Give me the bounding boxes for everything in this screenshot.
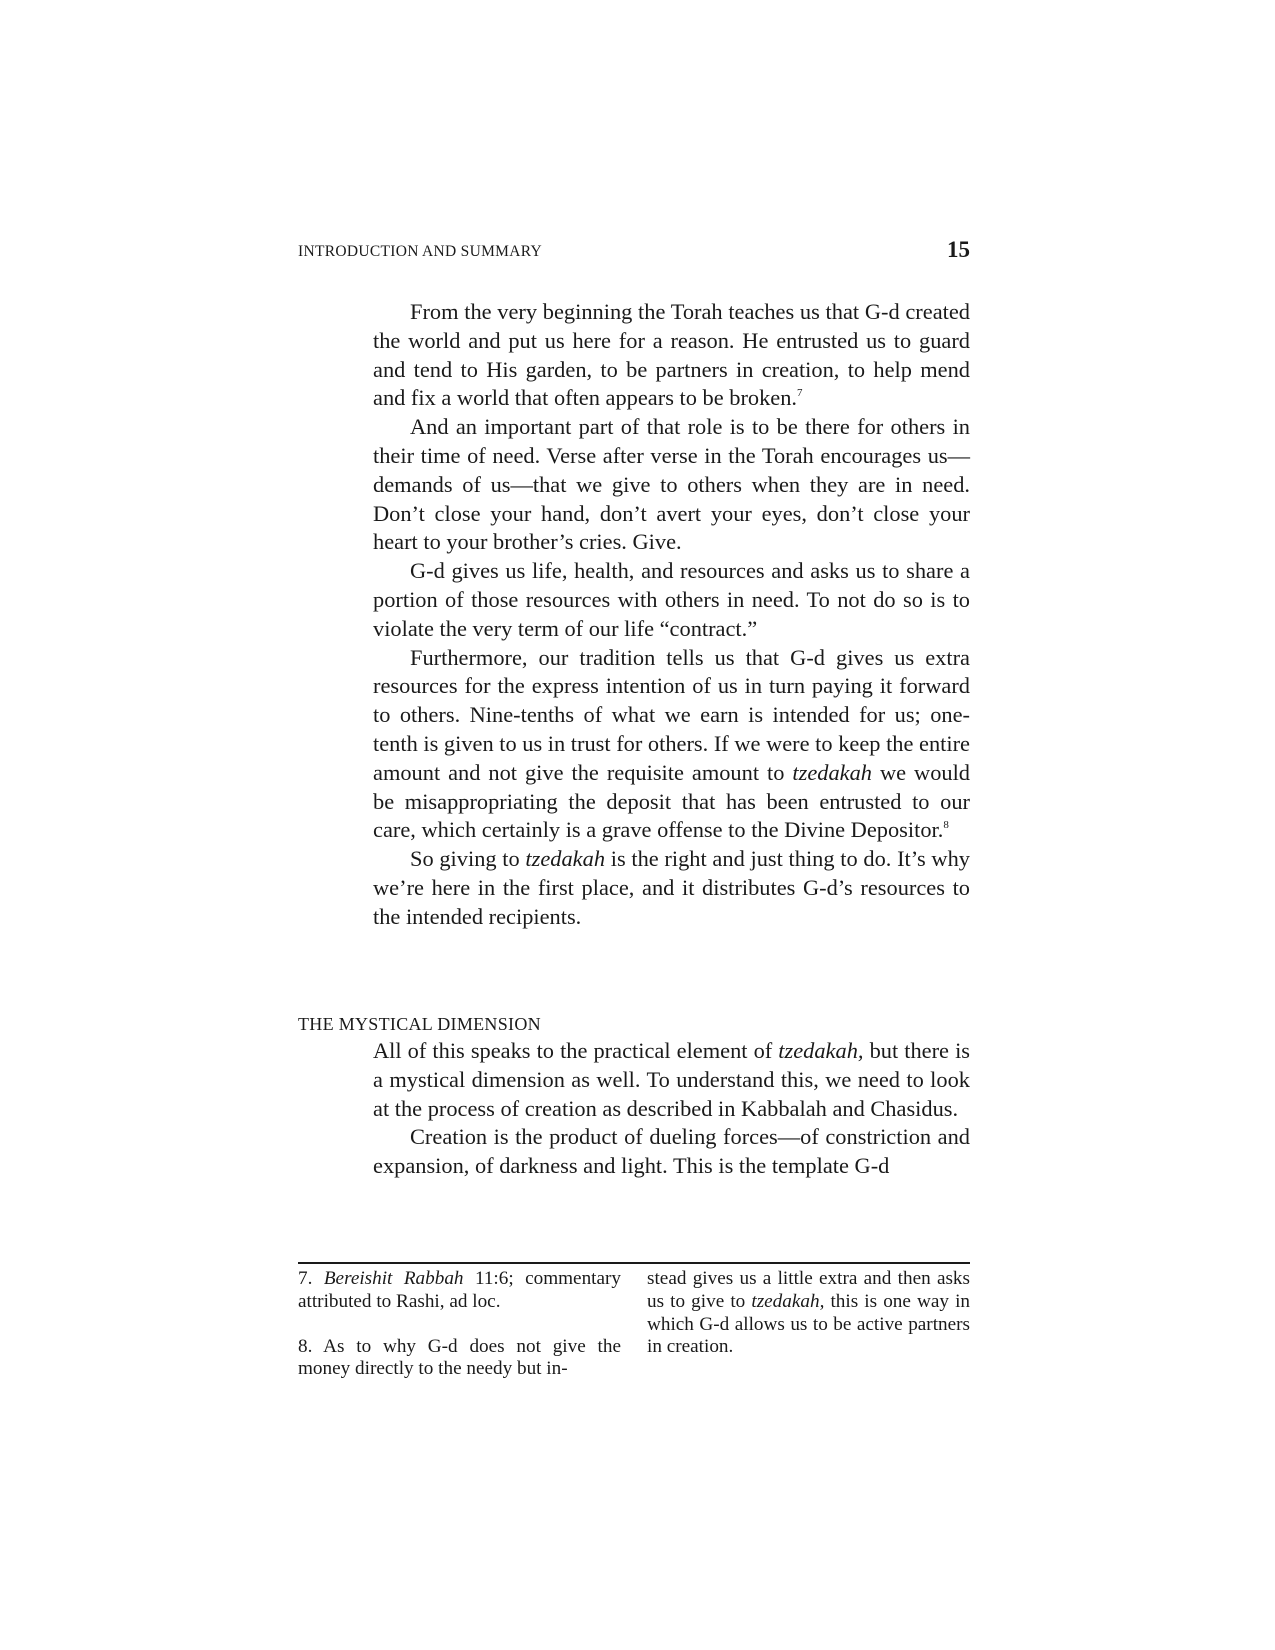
- footnote-7: [298, 1268, 621, 1314]
- paragraph: [373, 1037, 970, 1123]
- paragraph-text: Furthermore, our tradition tells us that G-d gives us extra resources for the express intention of us in turn paying it forward to others. Nine-tenths of what we earn is intended for us; one-tenth is given to us in trust for others. If we were to keep the entire amount and not give the requisite amount to: [373, 644, 970, 785]
- italic-term: tzedakah: [525, 846, 606, 872]
- footnote-number: 7.: [298, 1268, 313, 1289]
- running-head: INTRODUCTION AND SUMMARY: [298, 243, 543, 260]
- footnote-text: stead gives us a little extra and then asks us to give to: [647, 1268, 970, 1312]
- footnote-text: 11:6; commentary attributed to Rashi, ad loc.: [298, 1268, 621, 1312]
- page-header: [298, 237, 970, 267]
- footnote-text: this is one way in which G-d allows us to be active partners in creation.: [647, 1290, 970, 1358]
- main-text: [373, 298, 970, 932]
- paragraph-text: but there is a mystical dimension as well. To understand this, we need to look at the process of creation as described in Kabbalah and Chasidus.: [373, 1038, 971, 1121]
- italic-term: Bereishit Rabbah: [323, 1268, 464, 1289]
- paragraph: Creation is the product of dueling forces—of constriction and expansion, of darkness and light. This is the template G-d: [373, 1124, 970, 1179]
- footnote-ref-8: 8: [943, 819, 949, 832]
- italic-term: tzedakah: [792, 759, 872, 785]
- paragraph-text: is the right and just thing to do. It’s why we’re here in the first place, and it distributes G-d’s resources to the intended recipients.: [373, 846, 970, 929]
- italic-term: tzedakah,: [751, 1290, 825, 1312]
- footnotes-left-column: [298, 1268, 621, 1381]
- paragraph: [373, 845, 970, 931]
- paragraph: G-d gives us life, health, and resources and asks us to share a portion of those resources with others in need. To not do so is to violate the very term of our life “contract.”: [373, 558, 970, 641]
- footnote-rule: [298, 1262, 970, 1264]
- section-heading: THE MYSTICAL DIMENSION: [298, 1014, 541, 1034]
- paragraph-text: From the very beginning the Torah teaches us that G-d created the world and put us here for a reason. He entrusted us to guard and tend to His garden, to be partners in creation, to help mend and fix a world that often appears to be broken.: [373, 299, 970, 411]
- paragraph: [373, 298, 970, 413]
- paragraph-text: So giving to: [410, 846, 526, 872]
- footnote-8-continued: [647, 1268, 970, 1359]
- paragraph: [373, 644, 970, 846]
- footnotes-right-column: [647, 1268, 970, 1359]
- paragraph: And an important part of that role is to be there for others in their time of need. Verse after verse in the Torah encourages us—demands of us—that we give to others when they are in need. Don’t close your hand, don’t avert your eyes, don’t close your heart to your brother’s cries. Give.: [373, 414, 970, 555]
- footnote-8: 8. As to why G-d does not give the money directly to the needy but in-: [298, 1335, 621, 1380]
- footnote-ref-7: 7: [797, 387, 803, 400]
- paragraph-text: All of this speaks to the practical element of: [373, 1038, 779, 1063]
- paragraph-text: we would be misappropriating the deposit that has been entrusted to our care, which certainly is a grave offense to the Divine Depositor.: [373, 759, 970, 843]
- section-text: [373, 1037, 970, 1181]
- page-number: 15: [947, 237, 970, 262]
- italic-term: tzedakah,: [778, 1038, 864, 1063]
